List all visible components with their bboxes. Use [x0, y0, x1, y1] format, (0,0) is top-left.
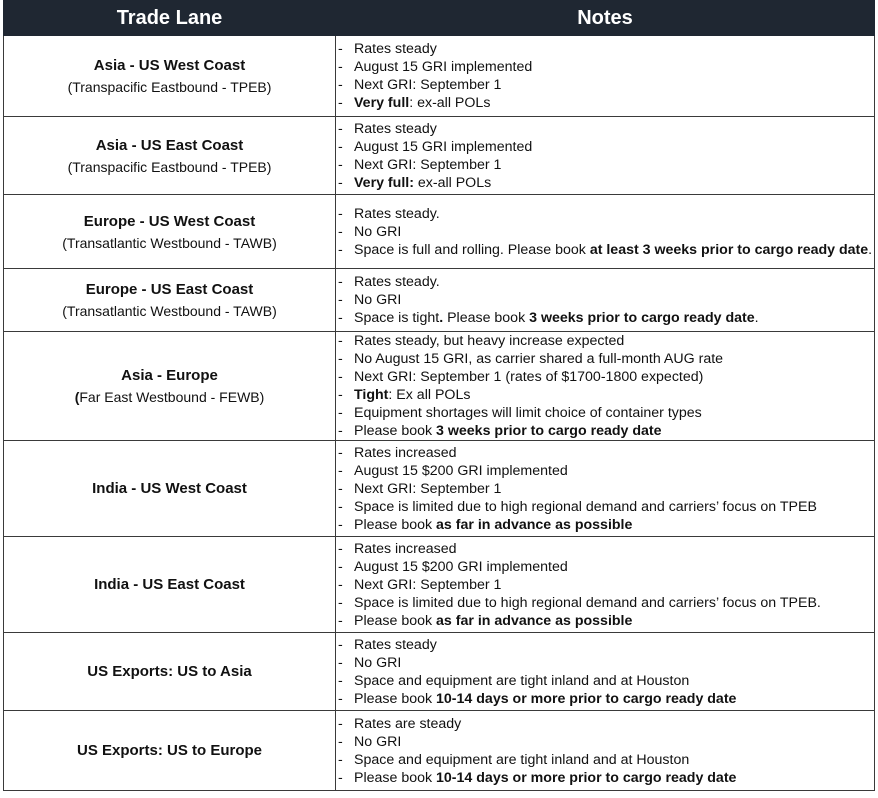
trade-lane-name: Asia - US West Coast: [93, 57, 246, 74]
note-emphasis: Tight: [354, 387, 389, 403]
table-row: [4, 441, 875, 537]
note-item: [336, 480, 874, 498]
note-item: [336, 540, 874, 558]
trade-lane-cell: [4, 711, 336, 791]
note-text: No GRI: [354, 223, 402, 240]
notes-cell: [336, 36, 875, 117]
note-text: August 15 GRI implemented: [354, 59, 533, 75]
note-item: [336, 223, 874, 241]
trade-lane-code-part: (: [74, 389, 80, 405]
note-text: August 15 $200 GRI implemented: [354, 462, 568, 479]
note-item: [336, 332, 874, 350]
note-item: [336, 120, 874, 138]
note-item: [336, 594, 874, 612]
note-item: [336, 94, 874, 112]
note-emphasis: 3 weeks prior to cargo ready date: [529, 310, 755, 326]
note-item: [336, 576, 874, 594]
note-text: Next GRI: September 1: [354, 576, 502, 593]
notes-cell: [336, 537, 875, 633]
trade-lane-cell: [4, 633, 336, 711]
note-text: Rates steady: [354, 120, 437, 137]
note-text: Please book: [443, 310, 530, 326]
trade-lane-cell: [4, 269, 336, 332]
note-item: [336, 386, 874, 404]
note-item: [336, 241, 874, 259]
notes-list: [336, 120, 874, 192]
note-item: [336, 350, 874, 368]
trade-lane-name: Asia - Europe: [121, 367, 218, 384]
note-text: Rates increased: [354, 540, 457, 557]
note-text: Rates are steady: [354, 715, 462, 732]
note-text: No GRI: [354, 654, 402, 671]
note-item: [336, 636, 874, 654]
table-header-row: [4, 1, 875, 36]
trade-lane-header: Trade Lane: [4, 1, 336, 36]
note-emphasis: at least 3 weeks prior to cargo ready date: [589, 241, 869, 258]
note-text: Space is full and rolling. Please book: [354, 241, 590, 258]
note-emphasis: 3 weeks prior to cargo ready date: [436, 423, 662, 439]
note-text: Next GRI: September 1: [354, 77, 502, 93]
note-item: [336, 733, 874, 751]
trade-lane-code: (Transatlantic Westbound - TAWB): [62, 303, 277, 319]
note-item: [336, 368, 874, 386]
note-item: [336, 516, 874, 534]
note-item: [336, 156, 874, 174]
trade-lane-code: (Transatlantic Westbound - TAWB): [62, 234, 277, 251]
trade-lane-name: India - US East Coast: [94, 575, 245, 593]
notes-cell: [336, 117, 875, 195]
note-item: [336, 309, 874, 327]
trade-lane-code: [4, 387, 335, 407]
note-text: Please book: [354, 769, 437, 786]
note-emphasis: Very full:: [354, 174, 414, 191]
note-text: Space and equipment are tight inland and at Houston: [354, 751, 690, 768]
note-text: No GRI: [354, 292, 402, 308]
note-item: [336, 462, 874, 480]
note-item: [336, 672, 874, 690]
table-row: [4, 117, 875, 195]
trade-lane-name: US Exports: US to Europe: [76, 741, 263, 759]
trade-lane-code-part: Far East Westbound - FEWB): [79, 389, 265, 405]
notes-cell: [336, 195, 875, 269]
table-row: [4, 36, 875, 117]
trade-lane-cell: [4, 117, 336, 195]
trade-lane-cell: [4, 195, 336, 269]
note-text: Rates steady: [354, 636, 437, 653]
note-text: Next GRI: September 1: [354, 156, 502, 173]
trade-lane-table: [3, 0, 875, 791]
trade-lane-code: (Transpacific Eastbound - TPEB): [67, 79, 272, 95]
trade-lane-cell: [4, 36, 336, 117]
note-item: [336, 422, 874, 440]
notes-list: [336, 40, 874, 112]
note-item: [336, 273, 874, 291]
note-text: Rates steady.: [354, 274, 440, 290]
note-text: Space is tight: [354, 310, 440, 326]
trade-lane-name: Asia - US East Coast: [95, 136, 244, 154]
table-row: [4, 711, 875, 791]
table-body: [4, 36, 875, 791]
note-emphasis: .: [439, 310, 444, 326]
notes-cell: [336, 269, 875, 332]
notes-list: [336, 636, 874, 708]
notes-list: [336, 540, 874, 630]
notes-cell: [336, 711, 875, 791]
note-text: .: [754, 310, 759, 326]
notes-list: [336, 332, 874, 440]
note-text: .: [868, 241, 873, 258]
table-row: [4, 537, 875, 633]
trade-lane-code: (Transpacific Eastbound - TPEB): [67, 158, 272, 175]
note-emphasis: as far in advance as possible: [436, 612, 633, 629]
note-item: [336, 40, 874, 58]
note-text: : Ex all POLs: [388, 387, 471, 403]
notes-list: [336, 205, 874, 259]
note-text: August 15 GRI implemented: [354, 138, 533, 155]
note-text: No August 15 GRI, as carrier shared a full-month AUG rate: [354, 351, 724, 367]
note-text: Rates steady.: [354, 205, 440, 222]
note-text: Please book: [354, 690, 437, 707]
trade-lane-name: India - US West Coast: [92, 479, 247, 497]
note-item: [336, 690, 874, 708]
note-text: No GRI: [354, 733, 402, 750]
note-item: [336, 654, 874, 672]
note-item: [336, 205, 874, 223]
notes-list: [336, 273, 874, 327]
notes-list: [336, 444, 874, 534]
table-row: [4, 195, 875, 269]
trade-lane-name: US Exports: US to Asia: [87, 662, 252, 680]
note-item: [336, 58, 874, 76]
note-text: Rates steady, but heavy increase expected: [354, 333, 625, 349]
notes-list: [336, 715, 874, 787]
note-item: [336, 291, 874, 309]
note-item: [336, 174, 874, 192]
trade-lane-cell: [4, 537, 336, 633]
note-item: [336, 558, 874, 576]
note-emphasis: 10-14 days or more prior to cargo ready date: [436, 690, 737, 707]
note-text: Next GRI: September 1 (rates of $1700-1800 expected): [354, 369, 704, 385]
note-emphasis: as far in advance as possible: [436, 516, 633, 533]
note-text: Equipment shortages will limit choice of container types: [354, 405, 702, 421]
note-emphasis: 10-14 days or more prior to cargo ready date: [436, 769, 737, 786]
notes-cell: [336, 633, 875, 711]
note-item: [336, 498, 874, 516]
notes-header: Notes: [336, 1, 875, 36]
note-item: [336, 715, 874, 733]
notes-cell: [336, 441, 875, 537]
trade-lane-name: Europe - US East Coast: [85, 281, 254, 298]
note-text: Space is limited due to high regional demand and carriers’ focus on TPEB: [354, 498, 817, 515]
note-item: [336, 76, 874, 94]
table-row: [4, 332, 875, 441]
trade-lane-name: Europe - US West Coast: [83, 212, 256, 230]
trade-lane-cell: [4, 441, 336, 537]
note-text: Space is limited due to high regional demand and carriers’ focus on TPEB.: [354, 594, 821, 611]
note-text: : ex-all POLs: [409, 95, 491, 111]
note-text: Rates increased: [354, 444, 457, 461]
note-text: August 15 $200 GRI implemented: [354, 558, 568, 575]
note-text: Please book: [354, 516, 437, 533]
note-item: [336, 612, 874, 630]
note-text: Please book: [354, 612, 437, 629]
note-text: ex-all POLs: [413, 174, 492, 191]
table-row: [4, 269, 875, 332]
note-item: [336, 769, 874, 787]
note-item: [336, 444, 874, 462]
note-item: [336, 404, 874, 422]
trade-lane-cell: [4, 332, 336, 441]
note-item: [336, 138, 874, 156]
note-item: [336, 751, 874, 769]
note-text: Next GRI: September 1: [354, 480, 502, 497]
note-emphasis: Very full: [354, 95, 410, 111]
note-text: Rates steady: [354, 41, 437, 57]
note-text: Please book: [354, 423, 437, 439]
note-text: Space and equipment are tight inland and at Houston: [354, 672, 690, 689]
notes-cell: [336, 332, 875, 441]
table-row: [4, 633, 875, 711]
